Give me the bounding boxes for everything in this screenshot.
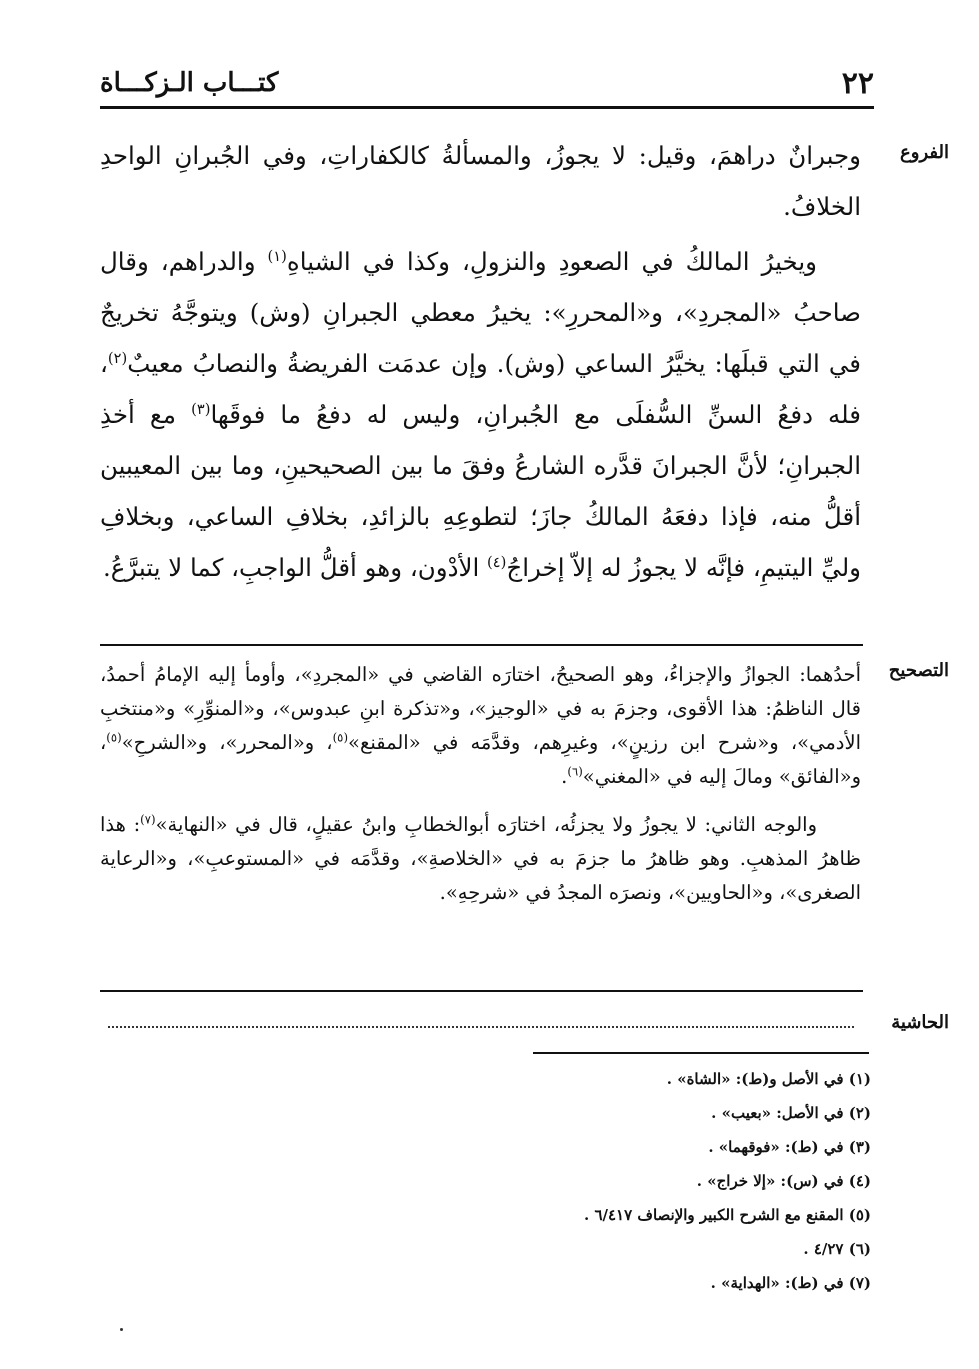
main-paragraph-2: ويخيرُ المالكُ في الصعودِ والنزولِ، وكذا في الشياهِ$^{(١)}$ والدراهم، وقال صاحبُ «المجردِ»، و«المحررِ»: يخيرُ معطي الجبرانِ (وش) ويتوجَّهُ تخريجٌ في التي قبلَها: يخيَّرُ الساعي (وش). وإن عدمَت الفريضةُ والنصابُ معيبٌ$^{(٢)}$، فله دفعُ السنِّ السُّفلَى مع الجُبرانِ، وليس له دفعُ ما فوقَها$^{(٣)}$ مع أخذِ الجبرانِ؛ لأنَّ الجبرانَ قدَّره الشارعُ وفقَ ما بين الصحيحينِ، وما بين المعيبين أقلُّ منه، فإذا دفعَهُ المالكُ جازَ؛ لتطوعِهِ بالزائدِ، بخلافِ الساعي، وبخلافِ وليِّ اليتيمِ، فإنَّه لا يجوزُ له إلاّ إخراجُ$^{(٤)}$ الأدْون، وهو أقلُّ الواجبِ، كما لا يتبرَّعُ. (100, 247, 861, 582)
hashiya-dotted-line (108, 1026, 854, 1028)
footnote-ref: (٦) (567, 764, 583, 779)
footnote-ref: (٥) (332, 730, 349, 745)
footnote-item: (٦) ٤/٢٧ . (803, 1240, 871, 1258)
main-text (100, 130, 861, 593)
page-number: ٢٢ (841, 66, 874, 101)
running-title: كتـــاب الـزكـــاة (100, 68, 279, 98)
footnote-item: (١) في الأصل و(ط): «الشاة» . (666, 1070, 871, 1088)
section-divider (100, 644, 863, 646)
main-paragraph-1: وجبرانٌ دراهمَ، وقيل: لا يجوزُ، والمسألةُ كالكفاراتِ، وفي الجُبرانِ الواحدِ الخلافُ. (100, 141, 861, 221)
section-divider (100, 990, 863, 992)
label-tashih: التصحيح (888, 660, 949, 681)
footnote-ref: (١) (267, 247, 287, 265)
footnote-item: (٣) في (ط): «فوقهما» . (708, 1138, 871, 1156)
footnote-item: (٥) المقنع مع الشرح الكبير والإنصاف ٦/٤١٧ . (584, 1206, 871, 1224)
footnote-ref: (٤) (487, 553, 507, 571)
footnote-ref: (٢) (107, 349, 128, 367)
footnote-item: (٧) في (ط): «الهداية» . (710, 1274, 871, 1292)
header-rule (100, 106, 874, 109)
footnote-rule (533, 1052, 869, 1054)
page-header (100, 60, 874, 106)
label-hashiya: الحاشية (891, 1012, 949, 1033)
footnote-ref: (٥) (106, 730, 122, 745)
tashih-text (100, 658, 861, 910)
tashih-paragraph-2: والوجه الثاني: لا يجوزُ ولا يجزئُه، اختارَه أبوالخطابِ وابنُ عقيلٍ، قال في «النهاية»$^{(٧)}$: هذا ظاهرُ المذهبِ. وهو ظاهرُ ما جزمَ به في «الخلاصةِ»، وقدَّمَه في «المستوعبِ»، و«الرعاية الصغرى»، و«الحاويين»، ونصرَه المجدُ في «شرحِهِ». (100, 812, 861, 904)
footnote-item: (٤) في (س): «إلا خراج» . (696, 1172, 871, 1190)
footnote-ref: (٧) (140, 812, 156, 827)
label-furu: الفروع (900, 142, 949, 163)
footnote-item: (٢) في الأصل: «بعيب» . (711, 1104, 871, 1122)
footnotes (491, 1062, 871, 1300)
tashih-paragraph-1: أحدُهما: الجوازُ والإجزاءُ، وهو الصحيحُ، اختارَه القاضي في «المجردِ»، وأومأ إليه الإمامُ أحمدُ، قال الناظمُ: هذا الأقوى، وجزمَ به في «الوجيز»، و«تذكرة ابنِ عبدوس»، و«المنوِّرِ» و«منتخبِ الأدمي»، و«شرح ابن رزينٍ»، وغيرِهم، وقدَّمَه في «المقنع»$^{(٥)}$، و«المحرر»، و«الشرحِ»$^{(٥)}$، و«الفائق» ومالَ إليه في «المغني»$^{(٦)}$. (100, 663, 861, 788)
footnote-ref: (٣) (191, 400, 211, 418)
page-speck (120, 1328, 123, 1331)
